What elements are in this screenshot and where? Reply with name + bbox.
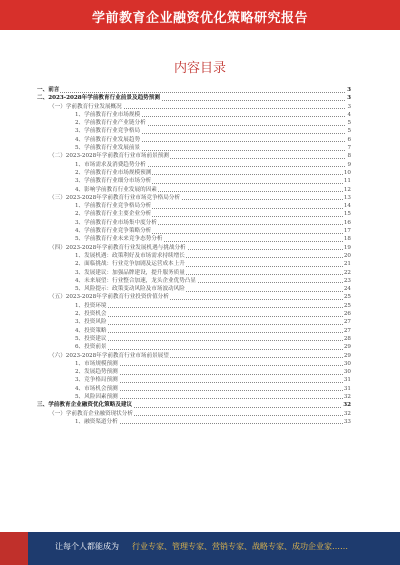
- toc-entry[interactable]: [37, 86, 351, 94]
- toc-entry[interactable]: [37, 293, 351, 301]
- toc-entry-title: 3、学前教育行业竞争格局: [37, 127, 141, 135]
- toc-entry-page: 11: [343, 178, 351, 185]
- toc-entry[interactable]: [37, 144, 351, 152]
- toc-entry-page: 24: [343, 286, 351, 293]
- toc-entry[interactable]: [37, 343, 351, 351]
- toc-entry[interactable]: [37, 277, 351, 285]
- toc-entry-title: 4、学前教育行业发展趋势: [37, 136, 141, 144]
- footer-accent-stripe: [0, 532, 28, 565]
- toc-entry-title: 4、学前教育行业竞争策略分析: [37, 227, 152, 235]
- toc-entry[interactable]: [37, 227, 351, 235]
- toc-entry[interactable]: [37, 94, 351, 102]
- toc-entry-title: 二、2023-2028年学前教育行业前景及趋势预测: [37, 95, 160, 102]
- toc-entry[interactable]: [37, 219, 351, 227]
- footer-roles: 行业专家、管理专家、营销专家、战略专家、成功企业家……: [132, 542, 348, 551]
- toc-entry[interactable]: [37, 352, 351, 360]
- toc-entry-title: 1、发展机遇：政策利好及市场需求持续增长: [37, 252, 186, 260]
- toc-entry[interactable]: [37, 210, 351, 218]
- toc-entry[interactable]: [37, 310, 351, 318]
- footer-banner: [0, 532, 400, 565]
- toc-entry-page: 21: [343, 261, 351, 268]
- toc-entry-page: 8: [347, 153, 351, 160]
- toc-entry[interactable]: [37, 202, 351, 210]
- toc-entry-title: 1、市场规模预测: [37, 360, 119, 368]
- toc-entry-page: 20: [343, 252, 351, 259]
- toc-entry[interactable]: [37, 393, 351, 401]
- toc-entry[interactable]: [37, 244, 351, 252]
- toc-entry[interactable]: [37, 177, 351, 185]
- toc-entry-title: 2、学前教育行业主要企业分析: [37, 210, 152, 218]
- toc-entry-title: 一、前言: [37, 87, 60, 93]
- toc-entry-page: 32: [343, 393, 351, 400]
- toc-entry-title: 2、面临挑战：行业竞争加剧及运营成本上升: [37, 260, 186, 268]
- toc-entry-page: 14: [343, 203, 351, 210]
- toc-entry-page: 17: [343, 228, 351, 235]
- toc-entry-title: （一）学前教育行业发展概况: [37, 103, 123, 111]
- toc-entry-title: 5、学前教育行业发展前景: [37, 144, 141, 152]
- toc-entry-page: 32: [343, 402, 351, 409]
- toc-entry-page: 3: [347, 95, 351, 102]
- toc-entry[interactable]: [37, 401, 351, 409]
- toc-entry[interactable]: [37, 169, 351, 177]
- toc-entry-page: 32: [343, 410, 351, 417]
- toc-entry-page: 5: [347, 120, 351, 127]
- toc-entry-page: 13: [343, 194, 351, 201]
- toc-entry-page: 25: [343, 294, 351, 301]
- toc-entry-title: （五）2023-2028年学前教育行业投资价值分析: [37, 293, 170, 301]
- toc-entry-page: 9: [347, 161, 351, 168]
- toc-entry-page: 22: [343, 269, 351, 276]
- toc-entry[interactable]: [37, 269, 351, 277]
- toc-dot-leader: [37, 92, 345, 93]
- toc-entry[interactable]: [37, 127, 351, 135]
- toc-entry-title: 1、融资渠道分析: [37, 418, 119, 426]
- toc-entry-title: （二）2023-2028年学前教育行业市场前景预测: [37, 152, 170, 160]
- toc-entry-page: 31: [343, 385, 351, 392]
- toc-entry-page: 26: [343, 311, 351, 318]
- toc-entry-title: 3、学前教育行业细分市场分析: [37, 177, 152, 185]
- toc-entry-title: （三）2023-2028年学前教育行业市场竞争格局分析: [37, 194, 181, 202]
- toc-entry-title: （一）学前教育企业融资现状分析: [37, 410, 134, 418]
- toc-entry[interactable]: [37, 410, 351, 418]
- toc-entry[interactable]: [37, 161, 351, 169]
- toc-entry-title: 三、学前教育企业融资优化策略及建议: [37, 402, 133, 409]
- toc-entry-title: 3、学前教育行业市场集中度分析: [37, 219, 158, 227]
- toc-entry-page: 30: [343, 369, 351, 376]
- toc-entry-title: （四）2023-2028年学前教育行业发展机遇与挑战分析: [37, 244, 187, 252]
- toc-entry-page: 29: [343, 344, 351, 351]
- toc-entry[interactable]: [37, 302, 351, 310]
- toc-entry-page: 6: [347, 136, 351, 143]
- toc-entry[interactable]: [37, 360, 351, 368]
- toc-entry-title: 1、投资环境: [37, 302, 108, 310]
- toc-entry-title: 3、发展建议：加强品牌建设，提升服务质量: [37, 269, 186, 277]
- toc-entry[interactable]: [37, 103, 351, 111]
- footer-slogan: 让每个人都能成为: [55, 542, 119, 551]
- toc-entry[interactable]: [37, 318, 351, 326]
- toc-entry-page: 33: [343, 418, 351, 425]
- toc-entry[interactable]: [37, 385, 351, 393]
- toc-entry-title: 2、发展趋势预测: [37, 368, 119, 376]
- toc-entry-title: 1、学前教育行业市场规模: [37, 111, 141, 119]
- report-header: [0, 0, 400, 30]
- toc-entry-page: 4: [347, 111, 351, 118]
- toc-entry[interactable]: [37, 252, 351, 260]
- toc-entry-page: 7: [347, 145, 351, 152]
- toc-entry[interactable]: [37, 368, 351, 376]
- toc-entry-title: 5、投资建议: [37, 335, 108, 343]
- toc-entry[interactable]: [37, 186, 351, 194]
- toc-entry[interactable]: [37, 327, 351, 335]
- toc-entry[interactable]: [37, 235, 351, 243]
- toc-entry-page: 3: [347, 87, 351, 93]
- toc-entry-page: 23: [343, 277, 351, 284]
- toc-entry-page: 27: [343, 319, 351, 326]
- toc-entry-title: 2、学前教育行业市场规模预测: [37, 169, 152, 177]
- toc-entry-page: 31: [343, 377, 351, 384]
- toc-entry-title: 1、市场需求及消费趋势分析: [37, 161, 147, 169]
- toc-entry-title: 4、投资策略: [37, 327, 108, 335]
- toc-entry-page: 27: [343, 327, 351, 334]
- toc-entry[interactable]: [37, 152, 351, 160]
- toc-heading: 内容目录: [173, 61, 226, 76]
- toc-entry[interactable]: [37, 194, 351, 202]
- toc-entry[interactable]: [37, 111, 351, 119]
- toc-entry-title: 3、竞争格局预测: [37, 376, 119, 384]
- toc-entry-title: 4、市场机会预测: [37, 385, 119, 393]
- toc-entry[interactable]: [37, 335, 351, 343]
- toc-entry-title: 2、学前教育行业产业链分析: [37, 119, 147, 127]
- toc-entry[interactable]: [37, 119, 351, 127]
- toc-entry[interactable]: [37, 260, 351, 268]
- toc-entry-title: 5、风险提示：政策变动风险及市场波动风险: [37, 285, 186, 293]
- report-title: 学前教育企业融资优化策略研究报告: [91, 11, 308, 26]
- toc-entry[interactable]: [37, 136, 351, 144]
- toc-entry-title: （六）2023-2028年学前教育行业市场前景展望: [37, 352, 170, 360]
- table-of-contents: [37, 86, 351, 426]
- toc-entry-page: 12: [343, 186, 351, 193]
- toc-entry-title: 4、影响学前教育行业发展的因素: [37, 186, 158, 194]
- toc-entry[interactable]: [37, 376, 351, 384]
- toc-entry-title: 1、学前教育行业竞争格局分析: [37, 202, 152, 210]
- toc-entry-page: 3: [347, 103, 351, 110]
- toc-entry-page: 16: [343, 219, 351, 226]
- toc-entry-page: 28: [343, 335, 351, 342]
- toc-entry-page: 19: [343, 244, 351, 251]
- toc-entry-title: 2、投资机会: [37, 310, 108, 318]
- toc-entry-page: 18: [343, 236, 351, 243]
- toc-entry-page: 29: [343, 352, 351, 359]
- toc-entry-page: 15: [343, 211, 351, 218]
- toc-entry-page: 5: [347, 128, 351, 135]
- toc-entry[interactable]: [37, 418, 351, 426]
- toc-entry-title: 5、学前教育行业未来竞争态势分析: [37, 235, 163, 243]
- toc-entry-title: 6、投资前景: [37, 343, 108, 351]
- toc-entry-page: 10: [343, 169, 351, 176]
- toc-entry-title: 4、未来展望：行业整合加速，龙头企业优势凸显: [37, 277, 197, 285]
- toc-entry-page: 30: [343, 360, 351, 367]
- toc-entry-title: 5、风险因素预测: [37, 393, 119, 401]
- toc-entry[interactable]: [37, 285, 351, 293]
- toc-entry-page: 25: [343, 302, 351, 309]
- toc-entry-title: 3、投资风险: [37, 318, 108, 326]
